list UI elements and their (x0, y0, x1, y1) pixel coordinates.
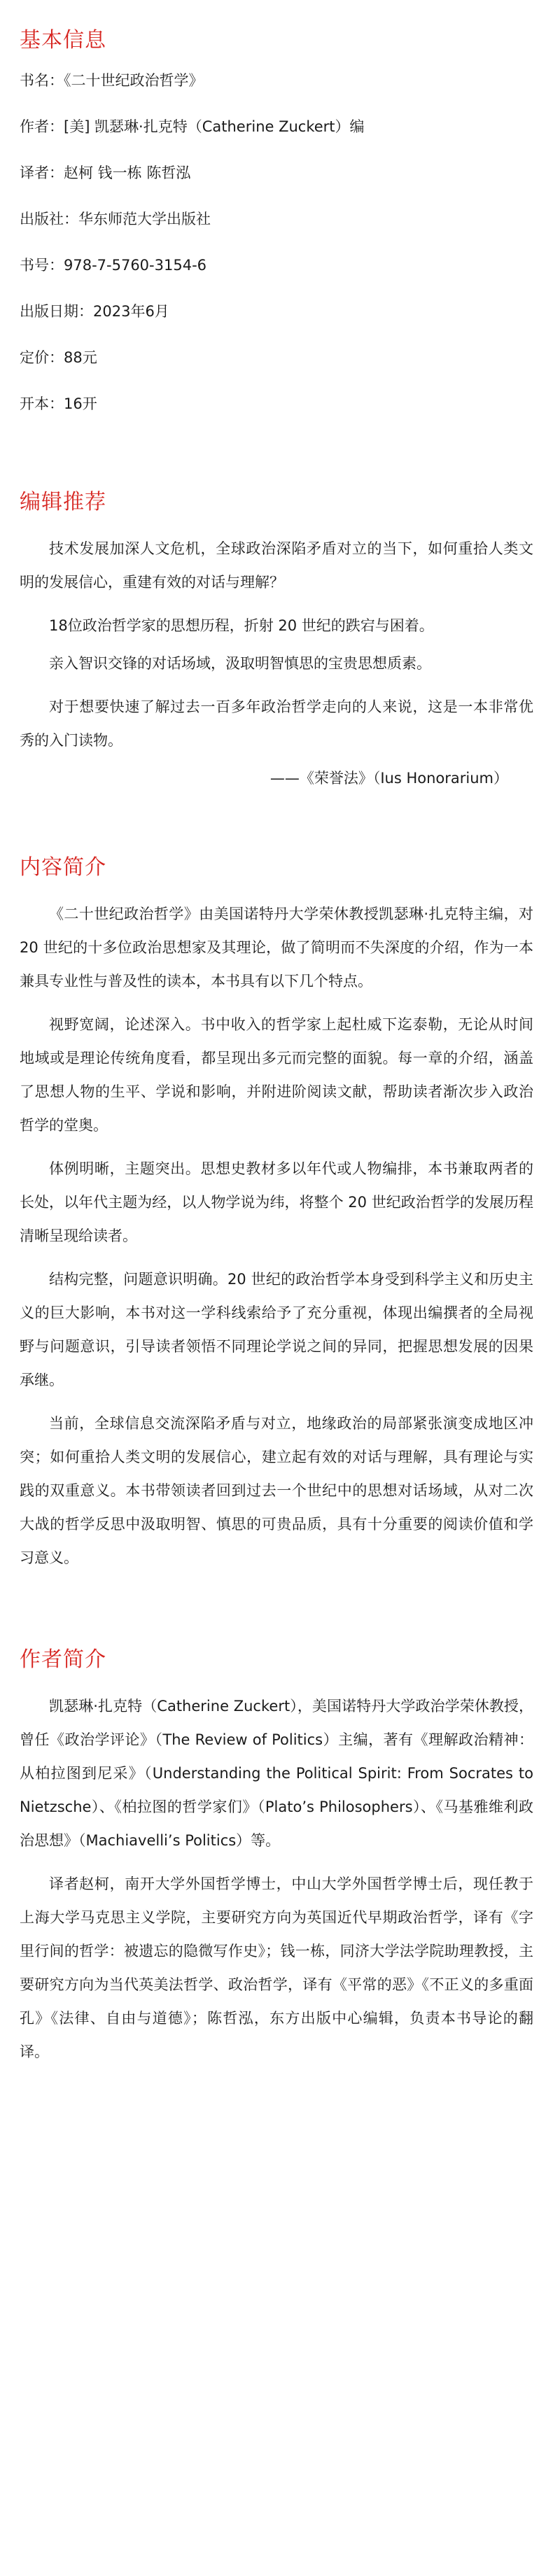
intro-title: 内容简介 (20, 855, 106, 880)
author-title: 作者简介 (20, 1647, 106, 1672)
intro-paragraph-1: 《二十世纪政治哲学》由美国诺特丹大学荣休教授凯瑟琳·扎克特主编，对 20 世纪的十多位政治思想家及其理论，做了简明而不失深度的介绍，作为一本兼具专业性与普及性的读本，本书具有以下几个特点。 (20, 906, 533, 990)
section-spacer (20, 439, 533, 488)
info-publisher: 出版社：华东师范大学出版社 (20, 211, 211, 227)
info-publish-date: 出版日期：2023年6月 (20, 303, 169, 320)
recommendation-section (20, 488, 533, 795)
intro-paragraph-3: 体例明晰，主题突出。思想史教材多以年代或人物编排，本书兼取两者的长处，以年代主题为经，以人物学说为纬，将整个 20 世纪政治哲学的发展历程清晰呈现给读者。 (20, 1160, 533, 1244)
recommendation-paragraph-2: 18位政治哲学家的思想历程，折射 20 世纪的跌宕与困着。 (49, 617, 434, 634)
recommendation-paragraph-3: 亲入智识交锋的对话场域，汲取明智慎思的宝贵思想质素。 (49, 655, 431, 672)
section-spacer (20, 795, 533, 854)
section-spacer (20, 1584, 533, 1646)
intro-paragraph-4: 结构完整，问题意识明确。20 世纪的政治哲学本身受到科学主义和历史主义的巨大影响，本书对这一学科线索给予了充分重视，体现出编撰者的全局视野与问题意识，引导读者领悟不同理论学说之间的异同，把握思想发展的因果承继。 (20, 1271, 533, 1388)
info-translators: 译者：赵柯 钱一栋 陈哲泓 (20, 164, 191, 181)
info-book-title: 书名：《二十世纪政治哲学》 (20, 72, 204, 89)
recommendation-title: 编辑推荐 (20, 490, 106, 514)
author-paragraph-2: 译者赵柯，南开大学外国哲学博士，中山大学外国哲学博士后，现任教于上海大学马克思主义学院，主要研究方向为英国近代早期政治哲学，译有《字里行间的哲学：被遗忘的隐微写作史》；钱一栋，同济大学法学院助理教授，主要研究方向为当代英美法哲学、政治哲学，译有《平常的恶》《不正义的多重面孔》《法律、自由与道德》；陈哲泓，东方出版中心编辑，负责本书导论的翻译。 (20, 1875, 533, 2060)
intro-paragraph-5: 当前，全球信息交流深陷矛盾与对立，地缘政治的局部紧张演变成地区冲突；如何重拾人类文明的发展信心，建立起有效的对话与理解，具有理论与实践的双重意义。本书带领读者回到过去一个世纪中的思想对话场域，从对二次大战的哲学反思中汲取明智、慎思的可贵品质，具有十分重要的阅读价值和学习意义。 (20, 1415, 533, 1566)
author-paragraph-1: 凯瑟琳·扎克特（Catherine Zuckert），美国诺特丹大学政治学荣休教授，曾任《政治学评论》（The Review of Politics）主编，著有《理解政治精神：从柏拉图到尼采》（Understanding the Political Spirit: From Socrates to Nietzsche）、《柏拉图的哲学家们》（Plato’s Philosophers）、《马基雅维利政治思想》（Machiavelli’s Politics）等。 (20, 1698, 533, 1849)
info-price: 定价：88元 (20, 349, 97, 366)
info-author: 作者：[美] 凯瑟琳·扎克特（Catherine Zuckert）编 (20, 118, 365, 135)
recommendation-quote-source: ——《荣誉法》（Ius Honorarium） (270, 770, 508, 787)
basic-info-title: 基本信息 (20, 28, 106, 52)
basic-info-section (20, 27, 533, 414)
info-isbn: 书号：978-7-5760-3154-6 (20, 257, 207, 274)
author-section (20, 1646, 533, 2069)
intro-paragraph-2: 视野宽阔，论述深入。书中收入的哲学家上起杜威下迄泰勒，无论从时间地域或是理论传统角度看，都呈现出多元而完整的面貌。每一章的介绍，涵盖了思想人物的生平、学说和影响，并附进阶阅读文献，帮助读者渐次步入政治哲学的堂奥。 (20, 1016, 533, 1134)
info-format: 开本：16开 (20, 395, 97, 412)
recommendation-paragraph-4: 对于想要快速了解过去一百多年政治哲学走向的人来说，这是一本非常优秀的入门读物。 (20, 698, 533, 749)
intro-section (20, 854, 533, 1575)
recommendation-paragraph-1: 技术发展加深人文危机，全球政治深陷矛盾对立的当下，如何重拾人类文明的发展信心，重建有效的对话与理解？ (20, 540, 533, 591)
basic-info-list (20, 70, 533, 414)
